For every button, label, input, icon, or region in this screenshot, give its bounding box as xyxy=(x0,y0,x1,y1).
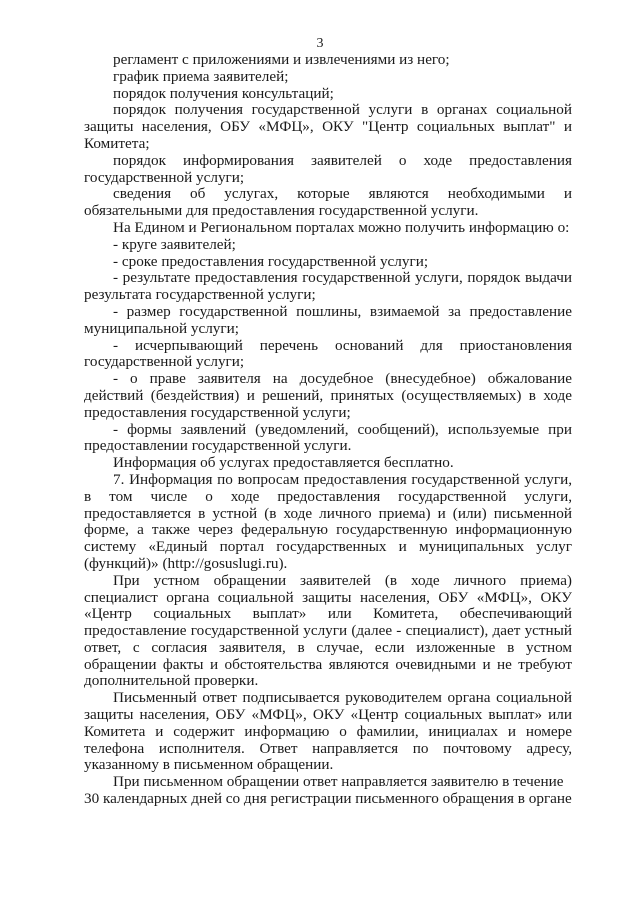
paragraph-7: На Едином и Региональном порталах можно получить информацию о: xyxy=(113,218,570,236)
paragraph-free: Информация об услугах предоставляется бесплатно. xyxy=(113,454,454,472)
paragraph-oral-request: При устном обращении заявителей (в ходе личного приема) специалист органа социальной защиты населения, ОБУ «МФЦ», ОКУ «Центр социальных выплат» или Комитета, обеспечивающий предоставление государственной услуги (далее - специалист), дает устный ответ, с согласия заявителя, в случае, если изложенные в устном обращении факты и обстоятельства являются очевидными и не требуют дополнительной проверки. xyxy=(84,571,572,690)
paragraph-3: порядок получения консультаций; xyxy=(113,84,334,102)
paragraph-written-request-line-2: 30 календарных дней со дня регистрации письменного обращения в органе xyxy=(84,790,572,808)
paragraph-5: порядок информирования заявителей о ходе предоставления государственной услуги; xyxy=(84,151,572,186)
list-item-applicants: - круге заявителей; xyxy=(113,235,236,253)
paragraph-written-request xyxy=(84,774,572,808)
document-body xyxy=(84,52,572,808)
paragraph-4: порядок получения государственной услуги в органах социальной защиты населения, ОБУ «МФЦ», ОКУ "Центр социальных выплат" и Комитета; xyxy=(84,101,572,152)
paragraph-2: график приема заявителей; xyxy=(113,67,289,85)
paragraph-section-7: 7. Информация по вопросам предоставления государственной услуги, в том числе о ходе предоставления государственной услуги, предоставляется в устной (в ходе личного приема) и (или) письменной форме, а также через федеральную государственную информационную систему «Единый портал государственных и муниципальных услуг (функций)» (http://gosuslugi.ru). xyxy=(84,470,572,572)
list-item-suspension: - исчерпывающий перечень оснований для приостановления государственной услуги; xyxy=(84,336,572,371)
list-item-term: - сроке предоставления государственной услуги; xyxy=(113,252,429,270)
list-item-forms: - формы заявлений (уведомлений, сообщений), используемые при предоставлении государственной услуги. xyxy=(84,420,572,455)
paragraph-1: регламент с приложениями и извлечениями из него; xyxy=(113,51,450,68)
paragraph-written-answer: Письменный ответ подписывается руководителем органа социальной защиты населения, ОБУ «МФЦ», ОКУ «Центр социальных выплат» или Комитета и содержит информацию о фамилии, инициалах и номере телефона исполнителя. Ответ направляется по почтовому адресу, указанному в письменном обращении. xyxy=(84,689,572,774)
list-item-result: - результате предоставления государственной услуги, порядок выдачи результата государственной услуги; xyxy=(84,269,572,304)
list-item-appeal: - о праве заявителя на досудебное (внесудебное) обжалование действий (бездействия) и решений, принятых (осуществляемых) в ходе предоставления государственной услуги; xyxy=(84,370,572,421)
paragraph-written-request-line-1: При письменном обращении ответ направляется заявителю в течение xyxy=(113,773,564,791)
page-number: 3 xyxy=(316,36,324,51)
list-item-fee: - размер государственной пошлины, взимаемой за предоставление муниципальной услуги; xyxy=(84,302,572,337)
paragraph-6: сведения об услугах, которые являются необходимыми и обязательными для предоставления государственной услуги. xyxy=(84,185,572,220)
